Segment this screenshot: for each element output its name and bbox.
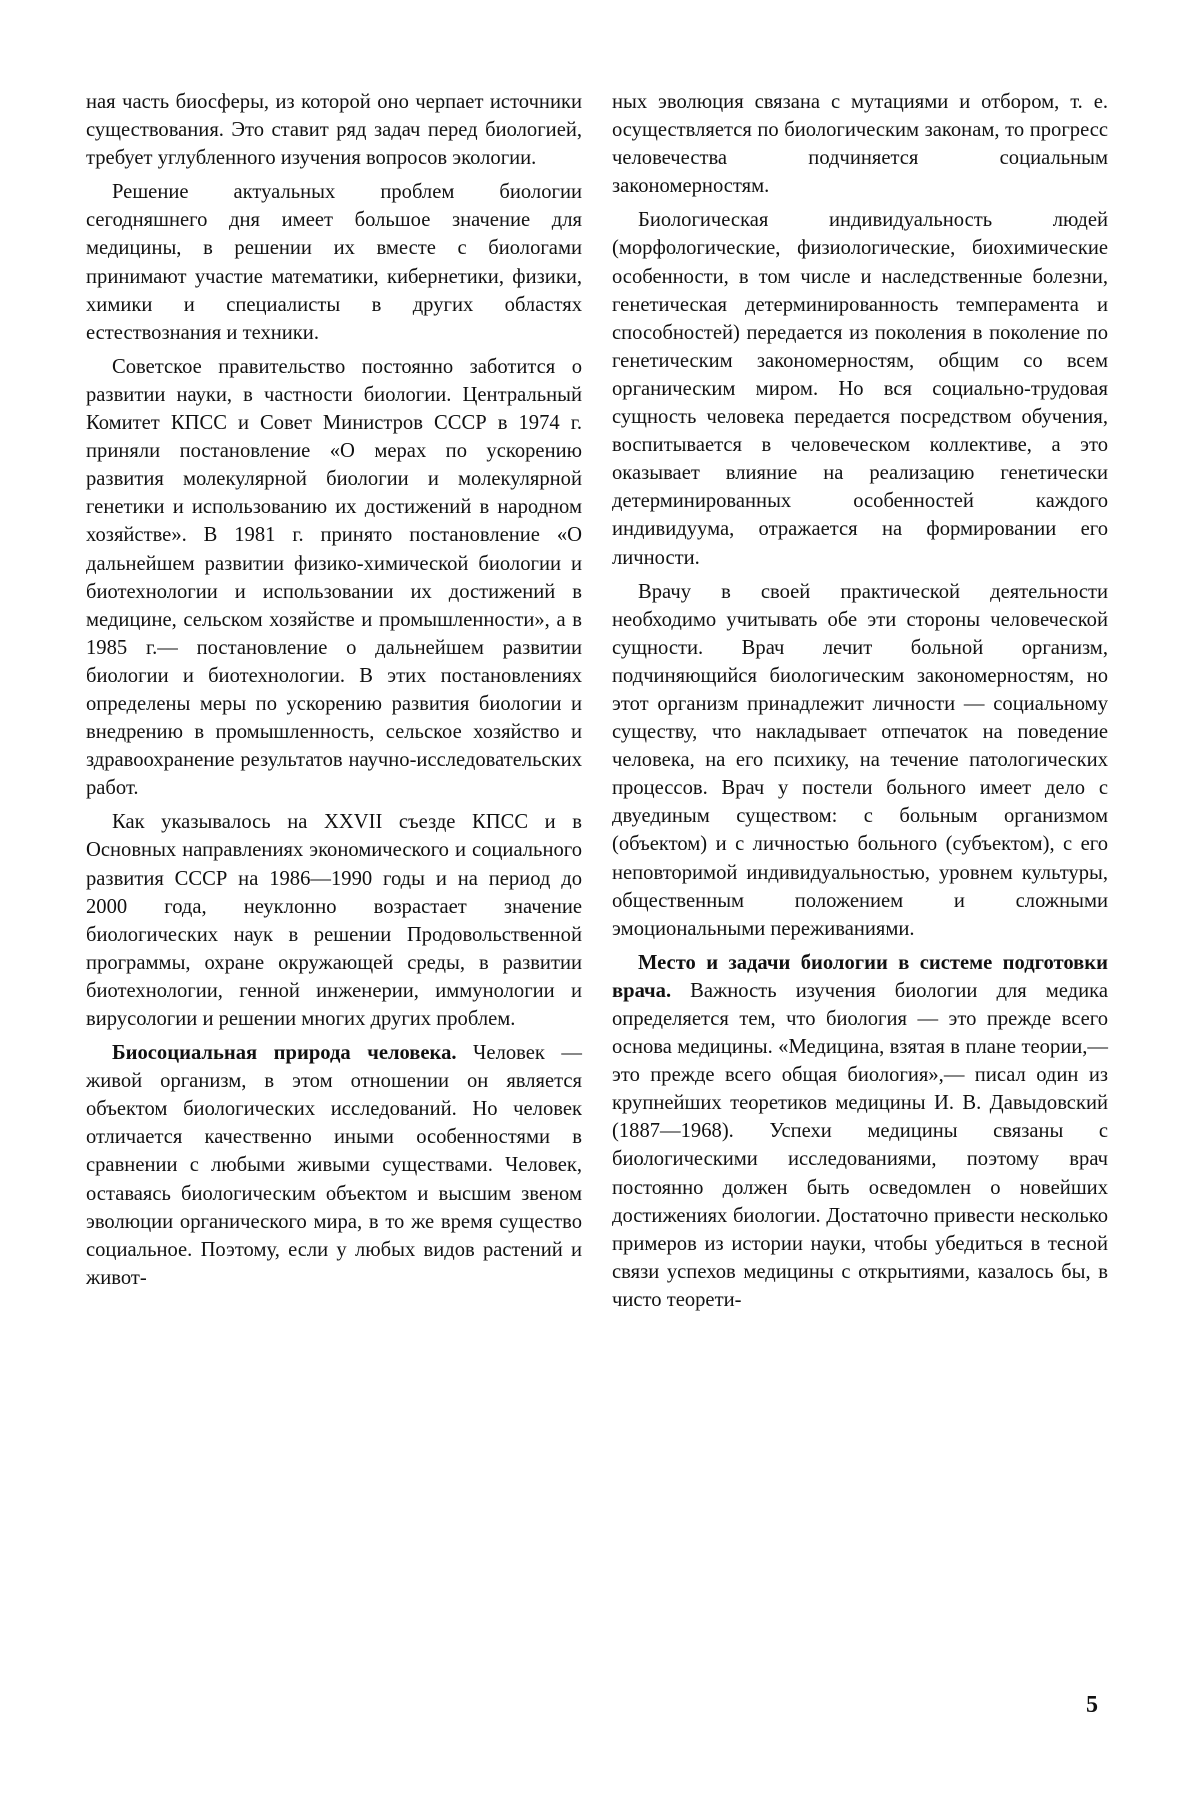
section-heading-place-and-tasks: Место и задачи биологии в системе подготовки врача.: [612, 951, 1108, 1002]
section-heading-biosocial-nature: Биосоциальная природа человека.: [112, 1042, 457, 1065]
left-paragraph-problems: Решение актуальных проблем биологии сегодняшнего дня имеет большое значение для медицины, в решении их вместе с биологами принимают участие математики, кибернетики, физики, химики и специалисты в других областях естествознания и техники.: [86, 181, 582, 344]
left-paragraph-biosocial: [86, 1039, 582, 1292]
page-number: 5: [1086, 1692, 1098, 1718]
right-paragraph-doctor: Врачу в своей практической деятельности необходимо учитывать обе эти стороны человеческой сущности. Врач лечит больной организм, подчиняющийся биологическим закономерностям, но этот организм принадлежит личности — социальному существу, что накладывает отпечаток на поведение человека, на его психику, на течение патологических процессов. Врач у постели больного имеет дело с двуединым существом: с больным организмом (объектом) и с личностью больного (субъектом), с его неповторимой индивидуальностью, уровнем культуры, общественным положением и сложными эмоциональными переживаниями.: [612, 580, 1108, 940]
left-paragraph-congress: Как указывалось на XXVII съезде КПСС и в Основных направлениях экономического и социального развития СССР на 1986—1990 годы и на период до 2000 года, неуклонно возрастает значение биологических наук в решении Продовольственной программы, охране окружающей среды, в развитии биотехнологии, генной инженерии, иммунологии и вирусологии и решении многих других проблем.: [86, 811, 582, 1030]
right-paragraph-place-tasks: [612, 949, 1108, 1314]
right-paragraph-continuation: ных эволюция связана с мутациями и отбором, т. е. осуществляется по биологическим законам, то прогресс человечества подчиняется социальным закономерностям.: [612, 91, 1108, 198]
right-paragraph-place-tasks-body: Важность изучения биологии для медика определяется тем, что биология — это прежде всего основа медицины. «Медицина, взятая в плане теории,— это прежде всего общая биология»,— писал один из крупнейших теоретиков медицины И. В. Давыдовский (1887—1968). Успехи медицины связаны с биологическими исследованиями, поэтому врач постоянно должен быть осведомлен о новейших достижениях биологии. Достаточно привести несколько примеров из истории науки, чтобы убедиться в тесной связи успехов медицины с открытиями, казалось бы, в чисто теорети-: [612, 979, 1108, 1311]
left-paragraph-government: Советское правительство постоянно заботится о развитии науки, в частности биологии. Центральный Комитет КПСС и Совет Министров СССР в 1974 г. приняли постановление «О мерах по ускорению развития молекулярной биологии и молекулярной генетики и использованию их достижений в народном хозяйстве». В 1981 г. принято постановление «О дальнейшем развитии физико-химической биологии и биотехнологии и использовании их достижений в медицине, сельском хозяйстве и промышленности», а в 1985 г.— постановление о дальнейшем развитии биологии и биотехнологии. В этих постановлениях определены меры по ускорению развития биологии и внедрению в промышленность, сельское хозяйство и здравоохранение результатов научно-исследовательских работ.: [86, 355, 582, 800]
right-column: [612, 88, 1108, 1320]
left-column: [86, 88, 582, 1298]
left-paragraph-biosocial-body: Человек — живой организм, в этом отношении он является объектом биологических исследований. Но человек отличается качественно иными особенностями в сравнении с любыми живыми существами. Человек, оставаясь биологическим объектом и высшим звеном эволюции органического мира, в то же время существо социальное. Поэтому, если у любых видов растений и живот-: [86, 1042, 582, 1289]
right-paragraph-individuality: Биологическая индивидуальность людей (морфологические, физиологические, биохимические особенности, в том числе и наследственные болезни, генетическая детерминированность темперамента и способностей) передается из поколения в поколение по генетическим закономерностям, общим со всем органическим миром. Но вся социально-трудовая сущность человека передается посредством обучения, воспитывается в человеческом коллективе, а это оказывает влияние на реализацию генетически детерминированных особенностей каждого индивидуума, отражается на формировании его личности.: [612, 209, 1108, 569]
left-paragraph-continuation: ная часть биосферы, из которой оно черпает источники существования. Это ставит ряд задач перед биологией, требует углубленного изучения вопросов экологии.: [86, 91, 582, 170]
